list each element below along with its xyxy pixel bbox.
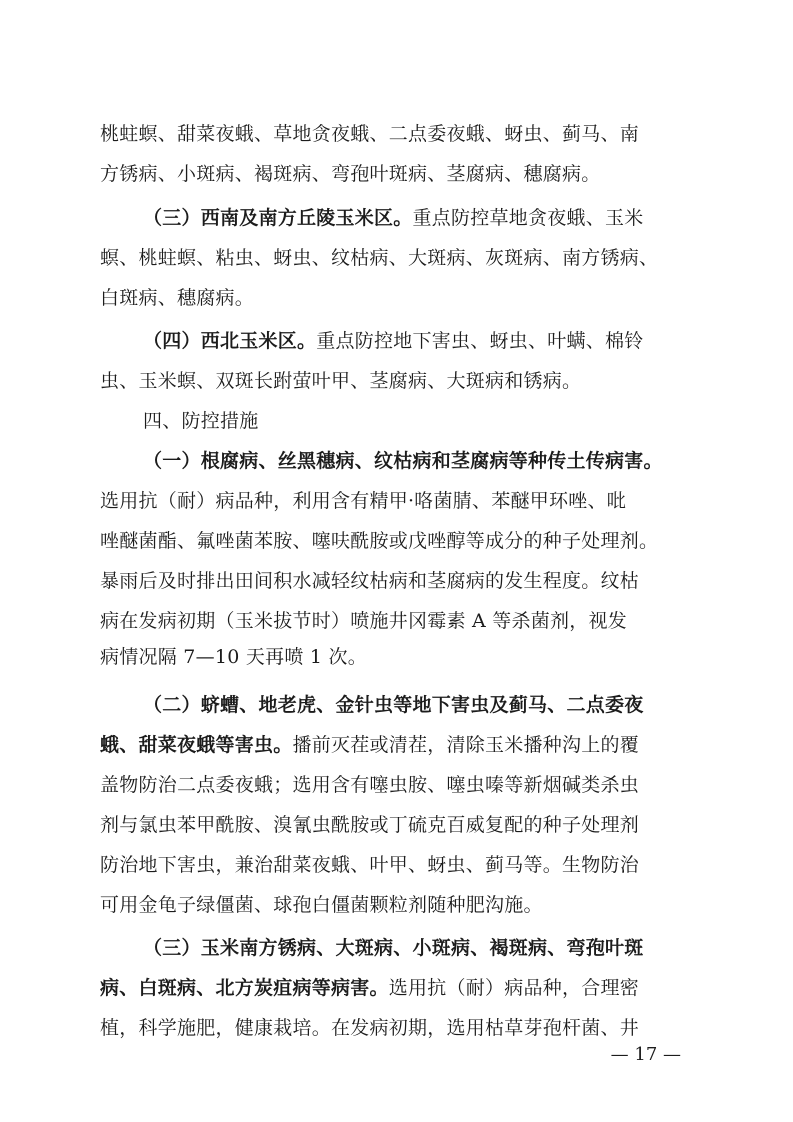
paragraph-text: 选用抗（耐）病品种，合理密	[388, 977, 640, 999]
paragraph-line: 暴雨后及时排出田间积水减轻纹枯病和茎腐病的发生程度。纹枯	[100, 570, 640, 592]
measure-heading: 蛾、甜菜夜蛾等害虫。	[100, 734, 293, 756]
paragraph-line: 病情况隔 7—10 天再喷 1 次。	[100, 646, 368, 668]
section-title: 四、防控措施	[143, 410, 259, 432]
region-heading: （三）西南及南方丘陵玉米区。	[143, 207, 413, 229]
paragraph-line: 植，科学施肥，健康栽培。在发病初期，选用枯草芽孢杆菌、井	[100, 1017, 640, 1039]
page-number: — 17 —	[610, 1044, 681, 1065]
paragraph-line: 选用抗（耐）病品种，利用含有精甲·咯菌腈、苯醚甲环唑、吡	[100, 490, 627, 512]
paragraph-line: 病在发病初期（玉米拔节时）喷施井冈霉素 A 等杀菌剂，视发	[100, 610, 628, 632]
measure-heading: （一）根腐病、丝黑穗病、纹枯病和茎腐病等种传土传病害。	[143, 450, 663, 472]
paragraph-text: 重点防控地下害虫、蚜虫、叶螨、棉铃	[316, 330, 644, 352]
paragraph-line: 桃蛀螟、甜菜夜蛾、草地贪夜蛾、二点委夜蛾、蚜虫、蓟马、南	[100, 123, 640, 145]
paragraph-line: 盖物防治二点委夜蛾；选用含有噻虫胺、噻虫嗪等新烟碱类杀虫	[100, 774, 640, 796]
paragraph-line	[143, 321, 700, 361]
measure-heading: 病、白斑病、北方炭疽病等病害。	[100, 977, 389, 999]
paragraph-text: 播前灭茬或清茬，清除玉米播种沟上的覆	[292, 734, 640, 756]
paragraph-line: 防治地下害虫，兼治甜菜夜蛾、叶甲、蚜虫、蓟马等。生物防治	[100, 854, 640, 876]
paragraph-line: 剂与氯虫苯甲酰胺、溴氰虫酰胺或丁硫克百威复配的种子处理剂	[100, 814, 640, 836]
region-heading: （四）西北玉米区。	[143, 330, 317, 352]
paragraph-line	[100, 725, 700, 765]
measure-heading: （二）蛴螬、地老虎、金针虫等地下害虫及蓟马、二点委夜	[143, 694, 644, 716]
paragraph-line	[100, 968, 700, 1008]
paragraph-line: 方锈病、小斑病、褐斑病、弯孢叶斑病、茎腐病、穗腐病。	[100, 163, 601, 185]
paragraph-line: 螟、桃蛀螟、粘虫、蚜虫、纹枯病、大斑病、灰斑病、南方锈病、	[100, 247, 659, 269]
paragraph-line: 可用金龟子绿僵菌、球孢白僵菌颗粒剂随种肥沟施。	[100, 894, 543, 916]
measure-heading: （三）玉米南方锈病、大斑病、小斑病、褐斑病、弯孢叶斑	[143, 937, 644, 959]
paragraph-line: 虫、玉米螟、双斑长跗萤叶甲、茎腐病、大斑病和锈病。	[100, 370, 582, 392]
paragraph-line: 唑醚菌酯、氟唑菌苯胺、噻呋酰胺或戊唑醇等成分的种子处理剂。	[100, 530, 659, 552]
paragraph-line	[143, 198, 700, 238]
paragraph-line: 白斑病、穗腐病。	[100, 287, 255, 309]
paragraph-text: 重点防控草地贪夜蛾、玉米	[412, 207, 644, 229]
